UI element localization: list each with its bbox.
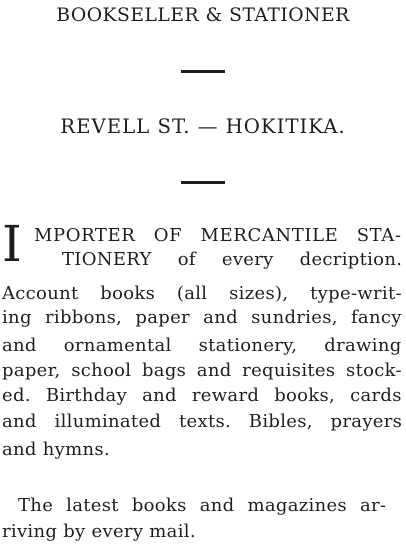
body-line: TIONERY of every decription. xyxy=(62,249,403,270)
divider-rule xyxy=(181,181,225,184)
body-line: and illuminated texts. Bibles, prayers xyxy=(2,411,403,432)
body-line: MPORTER OF MERCANTILE STA- xyxy=(34,225,402,246)
body-line: ed. Birthday and reward books, cards xyxy=(2,385,402,406)
body-line: Account books (all sizes), type-writ- xyxy=(2,283,402,304)
closing-line: The latest books and magazines ar- xyxy=(18,495,387,516)
address-line: REVELL ST. — HOKITIKA. xyxy=(60,114,346,138)
drop-cap: I xyxy=(2,215,22,273)
body-line: and ornamental stationery, drawing xyxy=(2,335,402,356)
divider-rule xyxy=(181,70,225,73)
body-line: ing ribbons, paper and sundries, fancy xyxy=(2,307,402,328)
closing-line: riving by every mail. xyxy=(2,521,196,542)
body-line: and hymns. xyxy=(2,439,110,460)
business-heading: BOOKSELLER & STATIONER xyxy=(56,4,350,26)
body-line: paper, school bags and requisites stock- xyxy=(2,360,402,381)
